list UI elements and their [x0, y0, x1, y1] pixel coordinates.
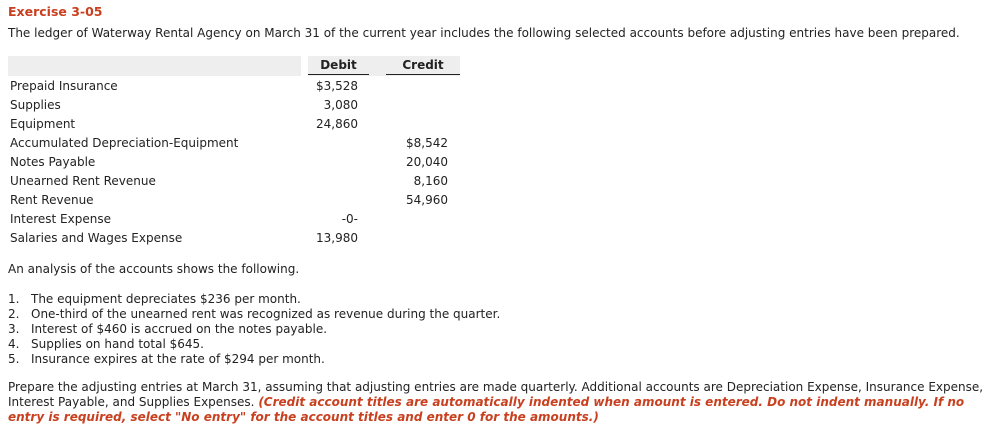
list-item: 3. Interest of $460 is accrued on the notes payable.: [8, 322, 328, 336]
account-name: Accumulated Depreciation-Equipment: [10, 136, 239, 150]
account-name: Interest Expense: [10, 212, 111, 226]
ledger-row: [8, 114, 460, 133]
ledger-table: [8, 56, 460, 247]
credit-amount: 54,960: [406, 193, 448, 207]
account-name: Rent Revenue: [10, 193, 94, 207]
account-name: Notes Payable: [10, 155, 96, 169]
list-item: 4. Supplies on hand total $645.: [8, 337, 204, 351]
debit-amount: 13,980: [316, 231, 358, 245]
analysis-list: [8, 292, 500, 367]
ledger-row: [8, 95, 460, 114]
instructions-text: Prepare the adjusting entries at March 31, assuming that adjusting entries are made quarterly. Additional accounts are Depreciation Expense, Insurance Expense, Interest Payable, and Supplies Expenses.: [8, 380, 984, 409]
debit-underline: [308, 74, 369, 75]
debit-amount: -0-: [341, 212, 358, 226]
credit-amount: $8,542: [406, 136, 448, 150]
debit-amount: 24,860: [316, 117, 358, 131]
debit-amount: 3,080: [323, 98, 358, 112]
credit-header: Credit: [402, 58, 444, 72]
ledger-row: [8, 209, 460, 228]
instructions-note: (Credit account titles are automatically indented when amount is entered. Do not indent manually. If no entry is required, select "No entry" for the account titles and enter 0 for the amounts.): [8, 395, 965, 424]
account-name: Supplies: [10, 98, 61, 112]
account-name: Prepaid Insurance: [10, 79, 118, 93]
ledger-row: [8, 190, 460, 209]
ledger-row: [8, 228, 460, 247]
intro-text: The ledger of Waterway Rental Agency on March 31 of the current year includes the following selected accounts before adjusting entries have been prepared.: [8, 26, 960, 40]
ledger-header: [8, 56, 460, 76]
ledger-row: [8, 152, 460, 171]
account-name: Salaries and Wages Expense: [10, 231, 183, 245]
account-name: Unearned Rent Revenue: [10, 174, 156, 188]
ledger-row: [8, 171, 460, 190]
list-item: 2. One-third of the unearned rent was recognized as revenue during the quarter.: [8, 307, 501, 321]
instructions: [8, 380, 993, 425]
credit-amount: 8,160: [413, 174, 448, 188]
debit-header: Debit: [320, 58, 357, 72]
analysis-heading: An analysis of the accounts shows the following.: [8, 262, 300, 276]
debit-amount: $3,528: [316, 79, 358, 93]
ledger-row: [8, 133, 460, 152]
credit-underline: [386, 74, 460, 75]
list-item: 1. The equipment depreciates $236 per month.: [8, 292, 301, 306]
account-name: Equipment: [10, 117, 76, 131]
credit-amount: 20,040: [406, 155, 448, 169]
exercise-title: Exercise 3-05: [8, 4, 103, 19]
ledger-row: [8, 76, 460, 95]
list-item: 5. Insurance expires at the rate of $294 per month.: [8, 352, 325, 366]
